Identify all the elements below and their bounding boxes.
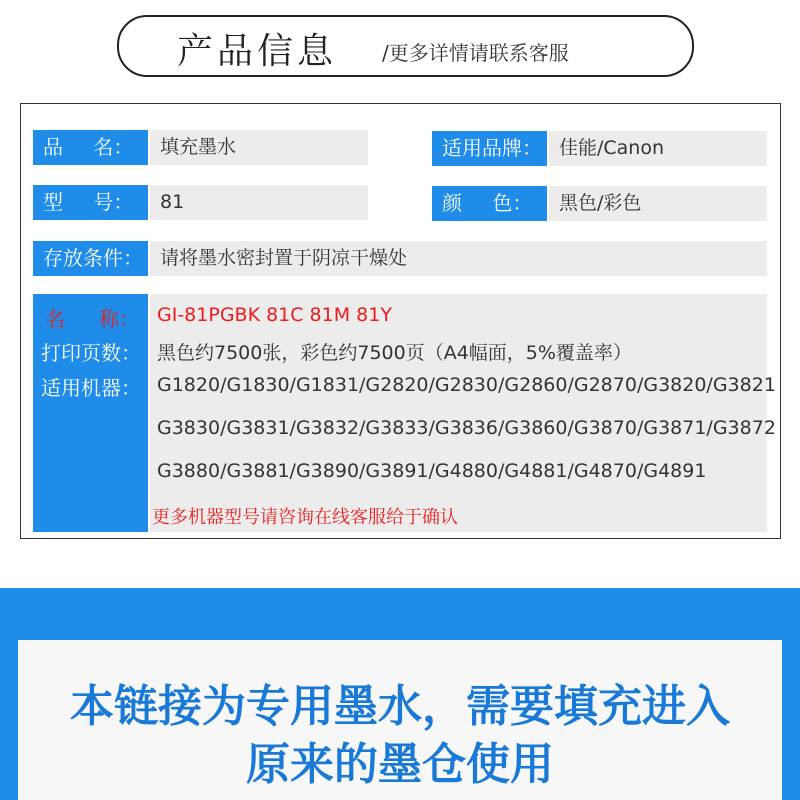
model-value: 81: [150, 185, 368, 220]
color-value: 黑色/彩色: [549, 186, 767, 221]
cartridge-names: GI-81PGBK 81C 81M 81Y: [157, 304, 392, 326]
yield-label: 打印页数：: [41, 341, 141, 365]
machines-line-1: G1820/G1830/G1831/G2820/G2830/G2860/G2870/G3820/G3821: [157, 374, 776, 396]
product-info-header: [117, 15, 694, 77]
storage-label: 存放条件：: [33, 241, 148, 276]
machines-line-3: G3880/G3881/G3890/G3891/G4880/G4881/G4870/G4891: [157, 460, 707, 482]
model-label: 型 号：: [33, 185, 148, 220]
notice-line-1: 本链接为专用墨水，需要填充进入: [70, 681, 730, 732]
details-value-area: [150, 294, 767, 532]
product-name-value: 填充墨水: [150, 130, 368, 165]
header-subtitle: /更多详情请联系客服: [382, 41, 569, 65]
machines-line-2: G3830/G3831/G3832/G3833/G3836/G3860/G3870/G3871/G3872: [157, 417, 776, 439]
more-models-note: 更多机器型号请咨询在线客服给于确认: [152, 507, 458, 528]
header-title: 产品信息: [177, 31, 338, 72]
name-label: 名 称：: [45, 307, 139, 331]
brand-label: 适用品牌：: [432, 131, 547, 166]
storage-value: 请将墨水密封置于阴凉干燥处: [150, 241, 767, 276]
machines-label: 适用机器：: [41, 376, 141, 400]
brand-value: 佳能/Canon: [549, 131, 767, 166]
product-name-label: 品 名：: [33, 130, 148, 165]
yield-value: 黑色约7500张，彩色约7500页（A4幅面，5%覆盖率）: [157, 342, 632, 364]
notice-line-2: 原来的墨仓使用: [246, 739, 554, 790]
color-label: 颜 色：: [432, 186, 547, 221]
